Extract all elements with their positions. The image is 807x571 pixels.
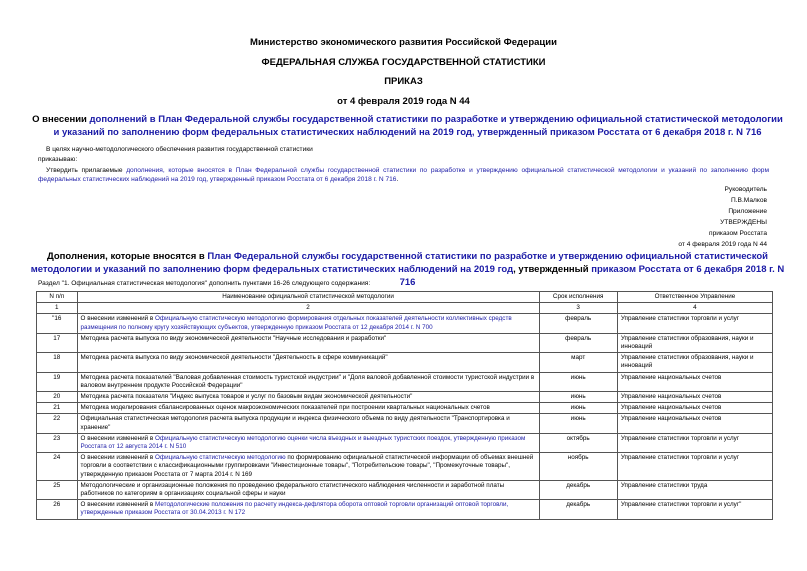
ministry-heading: Министерство экономического развития Российской Федерации [250,37,557,48]
row-number: 21 [37,403,78,414]
row-term: декабрь [539,500,617,519]
header-term: Срок исполнения [539,292,617,303]
table-header-numbers [37,303,773,314]
row-department: Управление статистики образования, науки и инноваций [617,333,772,352]
appendix-approved: УТВЕРЖДЕНЫ [720,219,767,226]
additions-middle: , утвержденный [513,264,592,275]
row-methodology [77,500,539,519]
approve-prefix: Утвердить прилагаемые [46,167,127,174]
row-text: Методика расчета выпуска по виду экономической деятельности "Деятельность в сфере коммуникаций" [80,354,388,362]
approve-link[interactable]: дополнения, которые вносятся в План Федеральной службы государственной статистики по разработке и утверждению официальной статистической методологии и указаний по заполнению форм федеральных статистических наблюдений на 2019 год, утвержденный приказом Росстата от 6 декабря 2018 г. N 716 [38,167,769,183]
methodology-table [36,291,773,520]
row-department: Управление статистики торговли и услуг" [617,500,772,519]
row-number: 20 [37,392,78,403]
signature-name: П.В.Малков [730,197,767,204]
row-number: 18 [37,353,78,372]
row-text-tail: по формированию официальной статистической информации об объемах внешней торговли в соответствии с классификационными группировками "Инвестиционные товары", "Потребительские товары", "Промежуточные товары", утвержденную приказом Росстата от 7 марта 2014 г. N 169 [80,454,534,478]
additions-prefix: Дополнения, которые вносятся в [47,251,208,262]
row-text: Официальная статистическая методология расчета выпуска продукции и индекса физического объема по виду деятельности "Транспортировка и хранение" [80,415,510,431]
row-text: Методика расчета показателя "Индекс выпуска товаров и услуг по базовым видам экономической деятельности" [80,393,413,401]
table-row [37,333,773,352]
row-number: 25 [37,480,78,499]
row-link[interactable]: Официальную статистическую методологию [155,454,286,462]
approve-suffix: . [396,176,399,183]
row-text: О внесении изменений в [80,454,156,462]
row-text: Методика расчета показателей "Валовая добавленная стоимость туристской индустрии" и "Доля валовой добавленной стоимости туристской индустрии в валовом внутреннем продукте Российской Федерации" [80,373,535,389]
row-number: 22 [37,414,78,433]
table-header-row [37,292,773,303]
row-term: ноябрь [539,453,617,481]
table-row [37,353,773,372]
table-row [37,403,773,414]
row-text: О внесении изменений в [80,315,156,323]
row-methodology [77,403,539,414]
appendix-label: Приложение [728,208,767,215]
purpose-text: В целях научно-методологического обеспечения развития государственной статистики [46,146,313,153]
header-number-1: 1 [37,303,78,314]
row-link[interactable]: Методологические положения по расчету индекса-дефлятора оборота оптовой торговли организаций оптовой торговли, утвержденные приказом Росстата от 30.04.2013 г. N 172 [80,501,509,517]
header-num: N п/п [37,292,78,303]
row-methodology [77,414,539,433]
row-department: Управление национальных счетов [617,392,772,403]
row-term: март [539,353,617,372]
row-department: Управление статистики торговли и услуг [617,433,772,452]
row-text: О внесении изменений в [80,434,156,442]
row-methodology [77,353,539,372]
row-department: Управление национальных счетов [617,403,772,414]
date-number: от 4 февраля 2019 года N 44 [337,96,470,107]
table-row [37,453,773,481]
row-term: июнь [539,414,617,433]
row-number: 23 [37,433,78,452]
row-text: Методика расчета выпуска по виду экономической деятельности "Научные исследования и разработки" [80,334,387,342]
row-number: 24 [37,453,78,481]
table-row [37,500,773,519]
service-heading: ФЕДЕРАЛЬНАЯ СЛУЖБА ГОСУДАРСТВЕННОЙ СТАТИСТИКИ [261,57,546,68]
approve-paragraph [38,166,769,184]
row-text: О внесении изменений в [80,501,156,509]
row-number: 17 [37,333,78,352]
row-text: Методологические и организационные положения по проведению федерального статистического наблюдения численности и заработной платы работников по категориям в организациях социальной сферы и науки [80,481,505,498]
row-department: Управление статистики образования, науки и инноваций [617,353,772,372]
row-methodology [77,480,539,499]
row-number: 26 [37,500,78,519]
order-title-link[interactable]: дополнений в План Федеральной службы государственной статистики по разработке и утверждению официальной статистической методологии и указаний по заполнению форм федеральных статистических наблюдений на 2019 год, утвержденный приказом Росстата от 6 декабря 2018 г. N 716 [53,114,783,138]
order-title-prefix: О внесении [32,114,90,125]
row-term: июнь [539,372,617,391]
table-row [37,414,773,433]
table-row [37,480,773,499]
row-department: Управление статистики труда [617,480,772,499]
row-term: октябрь [539,433,617,452]
row-number: "16 [37,314,78,333]
row-text: Методика моделирования сбалансированных оценок макроэкономических показателей при построении квартальных национальных счетов [80,404,490,412]
row-methodology [77,453,539,481]
row-term: февраль [539,333,617,352]
order-title [30,113,785,139]
appendix-date: от 4 февраля 2019 года N 44 [678,241,767,248]
row-term: февраль [539,314,617,333]
header-name: Наименование официальной статистической методологии [77,292,539,303]
row-methodology [77,392,539,403]
section-note: Раздел "1. Официальная статистическая методология" дополнить пунктами 16-26 следующего содержания: [38,280,371,287]
row-number: 19 [37,372,78,391]
doc-type-heading: ПРИКАЗ [384,76,423,87]
row-department: Управление статистики торговли и услуг [617,314,772,333]
row-department: Управление национальных счетов [617,414,772,433]
row-department: Управление национальных счетов [617,372,772,391]
signature-role: Руководитель [724,186,767,193]
row-link[interactable]: Официальную статистическую методологию формирования отдельных показателей деятельности коллективных средств размещения по полному кругу хозяйствующих субъектов, утвержденную приказом Росстата от 12 декабря 2014 г. N 700 [80,315,512,331]
row-methodology [77,333,539,352]
table-row [37,392,773,403]
row-methodology [77,372,539,391]
row-methodology [77,314,539,333]
table-row [37,314,773,333]
appendix-by: приказом Росстата [709,230,767,237]
row-department: Управление статистики торговли и услуг [617,453,772,481]
row-term: июнь [539,403,617,414]
header-dept: Ответственное Управление [617,292,772,303]
row-methodology [77,433,539,452]
table-row [37,433,773,452]
additions-link-plan[interactable]: План Федеральной службы государственной статистики по разработке и утверждению официальной статистической методологии и указаний по заполнению форм федеральных статистических наблюдений на 2019 год [30,251,768,275]
header-number-3: 3 [539,303,617,314]
additions-link-order[interactable]: приказом Росстата от 6 декабря 2018 г. N 716 [399,264,785,288]
order-word: приказываю: [38,156,78,163]
row-term: июнь [539,392,617,403]
header-number-2: 2 [77,303,539,314]
row-term: декабрь [539,480,617,499]
table-row [37,372,773,391]
header-number-4: 4 [617,303,772,314]
row-link[interactable]: Официальную статистическую методологию оценки числа въездных и выездных туристских поездок, утвержденную приказом Росстата от 12 августа 2014 г. N 510 [80,434,526,451]
